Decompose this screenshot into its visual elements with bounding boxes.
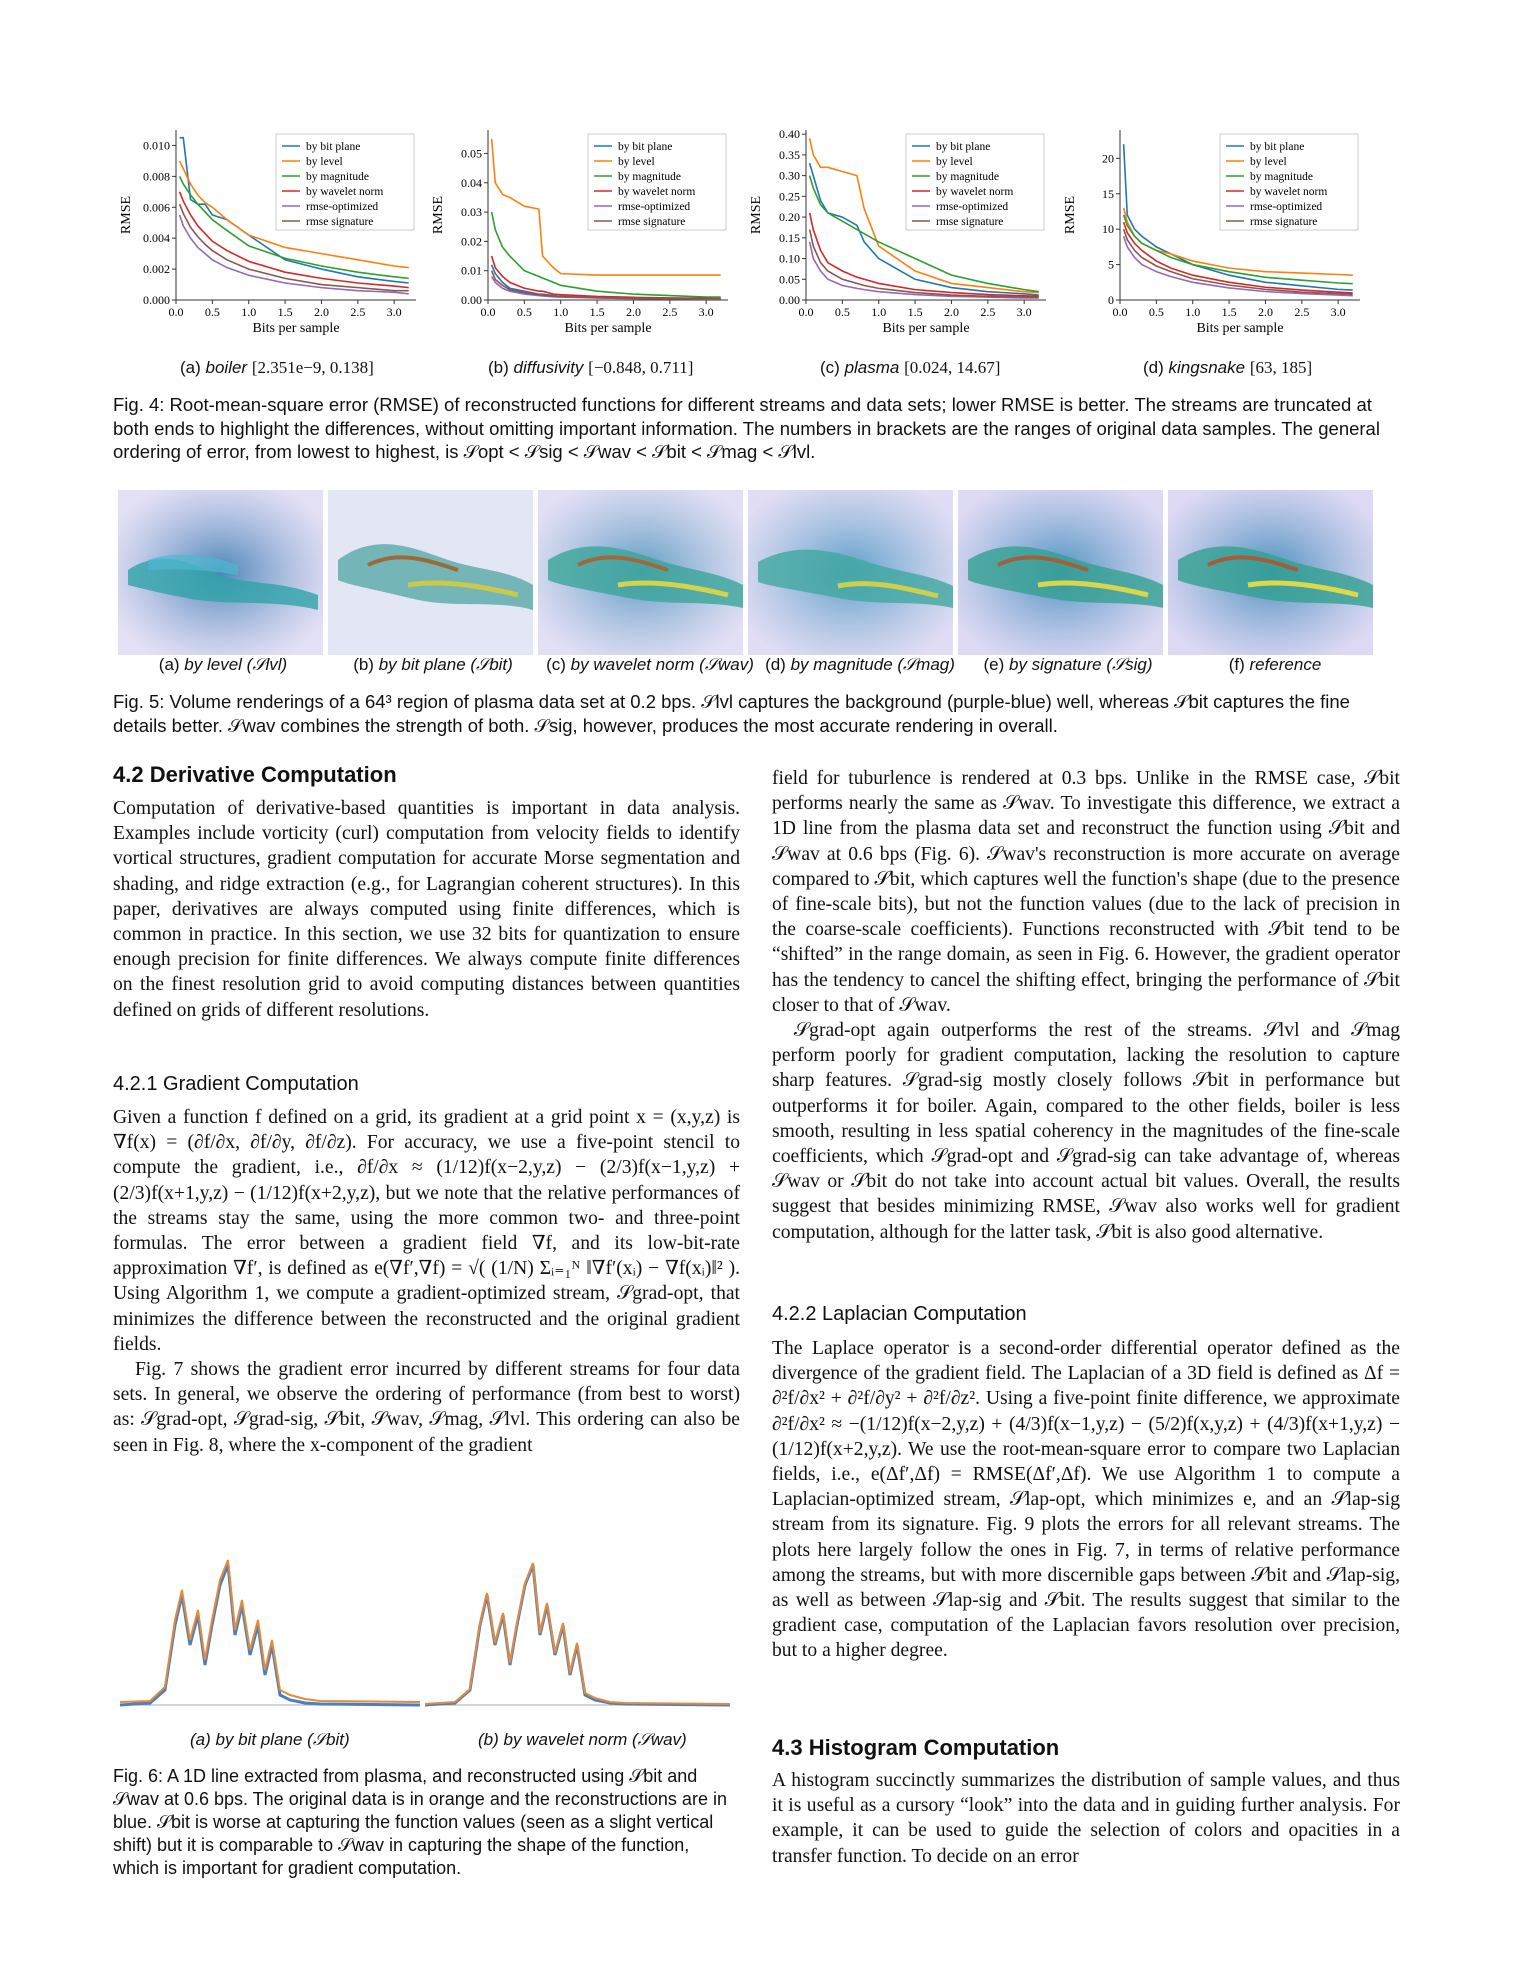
y-tick-label: 0.03 [461, 205, 482, 220]
legend-label: rmse-optimized [936, 201, 1009, 213]
y-tick-label: 0.15 [779, 230, 800, 245]
series-line-by-wavelet-norm [1124, 222, 1353, 293]
legend-label: by magnitude [1250, 171, 1313, 183]
y-tick-label: 0.30 [779, 168, 800, 183]
paragraph: Given a function f defined on a grid, its gradient at a grid point x = (x,y,z) is ∇f(x) = (∂f/∂x, ∂f/∂y, ∂f/∂z). For accuracy, we use a five-point stencil to compute the gradient, i.e., ∂f/∂x ≈ (1/12)f(x−2,y,z) − (2/3)f(x−1,y,z) + (2/3)f(x+1,y,z) − (1/12)f(x+2,y,z), but we note that the relative performances of the streams stay the same, using the more common two- and three-point formulas. The error between a gradient field ∇f, and its low-bit-rate approximation ∇f′, is defined as e(∇f′,∇f) = √( (1/N) Σᵢ₌₁ᴺ ‖∇f′(xᵢ) − ∇f(xᵢ)‖² ). Using Algorithm 1, we compute a gradient-optimized stream, 𝒮grad-opt, that minimizes the difference between the reconstructed and the original gradient fields. [113, 1107, 740, 1355]
paragraph: 𝒮grad-opt again outperforms the rest of the streams. 𝒮lvl and 𝒮mag perform poorly for gradient computation, lacking the resolution to capture sharp features. 𝒮grad-sig mostly closely follows 𝒮bit in performance but outperforms it for boiler. Again, compared to the other fields, boiler is less smooth, resulting in less spatial coherency in the magnitudes of the fine-scale coefficients, which 𝒮grad-opt and 𝒮grad-sig can take advantage of, whereas 𝒮wav or 𝒮bit do not take into account actual bit values. Overall, the results suggest that besides minimizing RMSE, 𝒮wav also works well for gradient computation, although for the latter task, 𝒮bit is also good alternative. [772, 1020, 1400, 1243]
y-tick-label: 0.002 [143, 262, 170, 277]
fig4-sublabel-d: (d) kingsnake [63, 185] [1143, 358, 1313, 377]
legend-label: by magnitude [936, 171, 999, 183]
legend-label: by bit plane [936, 141, 991, 153]
rmse-chart-diffusivity [430, 125, 750, 385]
fig4-caption: Fig. 4: Root-mean-square error (RMSE) of reconstructed functions for different streams and data sets; lower RMSE is better. The streams are truncated at both ends to highlight the differences, without omitting important information. The numbers in brackets are the ranges of original data samples. The general ordering of error, from lowest to highest, is 𝒮opt < 𝒮sig < 𝒮wav < 𝒮bit < 𝒮mag < 𝒮lvl. [113, 394, 1380, 462]
x-tick-label: 0.0 [1112, 305, 1128, 319]
render-by-wavelet-norm [538, 490, 743, 655]
legend-label: by wavelet norm [306, 186, 384, 198]
volume-rendering-strip [118, 490, 1383, 655]
fig5-sublabel-f: (f) reference [1228, 655, 1322, 674]
x-tick-label: 1.5 [907, 305, 923, 319]
paragraph: field for tuburlence is rendered at 0.3 bps. Unlike in the RMSE case, 𝒮bit performs nearly the same as 𝒮wav. To investigate this difference, we extract a 1D line from the plasma data set and reconstruct the function using 𝒮bit and 𝒮wav at 0.6 bps (Fig. 6). 𝒮wav's reconstruction is more accurate on average compared to 𝒮bit, which captures well the function's shape (due to the presence of fine-scale bits), but not the function values (due to the lack of precision in the coarse-scale coefficients). Functions reconstructed with 𝒮bit tend to be “shifted” in the range domain, as seen in Fig. 6. However, the gradient operator has the tendency to cancel the shifting effect, bringing the performance of 𝒮bit closer to that of 𝒮wav. [772, 768, 1400, 1016]
rmse-chart-kingsnake [1062, 125, 1382, 385]
y-tick-label: 10 [1102, 222, 1114, 237]
x-tick-label: 1.5 [277, 305, 293, 319]
paragraph: The Laplace operator is a second-order differential operator defined as the divergence of the gradient field. The Laplacian of a 3D field is defined as Δf = ∂²f/∂x² + ∂²f/∂y² + ∂²f/∂z². Using a five-point finite difference, we approximate ∂²f/∂x² ≈ −(1/12)f(x−2,y,z) + (4/3)f(x−1,y,z) − (5/2)f(x,y,z) + (4/3)f(x+1,y,z) − (1/12)f(x+2,y,z). We use the root-mean-square error to compare two Laplacian fields, i.e., e(Δf′,Δf) = RMSE(Δf′,Δf). We use Algorithm 1 to compute a Laplacian-optimized stream, 𝒮lap-opt, which minimizes e, and an 𝒮lap-sig stream from its signature. Fig. 9 plots the errors for all relevant streams. The plots here largely follow the ones in Fig. 7, in terms of relative performance among the streams, but with more discernible gaps between 𝒮bit and 𝒮lap-sig, as well as between 𝒮lap-sig and 𝒮bit. The results suggest that similar to the gradient case, computation of the Laplacian favors resolution over precision, but to a higher degree. [772, 1338, 1400, 1662]
x-tick-label: 0.5 [1148, 305, 1164, 319]
section-heading-4-2: 4.2 Derivative Computation [113, 762, 397, 787]
legend-label: by bit plane [618, 141, 673, 153]
y-tick-label: 0.000 [143, 293, 170, 307]
rmse-chart-boiler [118, 125, 438, 385]
fig4-sublabel-a: (a) boiler [2.351e−9, 0.138] [180, 358, 374, 377]
section-4-3-body [772, 1768, 1400, 1869]
x-tick-label: 0.0 [168, 305, 184, 319]
x-tick-label: 1.0 [241, 305, 257, 319]
y-tick-label: 20 [1102, 151, 1114, 166]
x-tick-label: 2.5 [662, 305, 678, 319]
legend-label: rmse signature [618, 216, 686, 228]
legend-label: rmse-optimized [618, 201, 691, 213]
y-tick-label: 0.01 [461, 263, 482, 278]
y-tick-label: 0.10 [779, 251, 800, 266]
x-tick-label: 2.0 [1257, 305, 1273, 319]
paragraph: Computation of derivative-based quantities is important in data analysis. Examples include vorticity (curl) computation from velocity fields to identify vortical structures, gradient computation for accurate Morse segmentation and shading, and ridge extraction (e.g., for Lagrangian coherent structures). In this paper, derivatives are always computed using finite differences, which is common in practice. In this section, we use 32 bits for quantization to ensure enough precision for finite differences. We always compute finite differences on the finest resolution grid to avoid computing distances between quantities defined on grids of different resolutions. [113, 798, 740, 1021]
fig4-sublabel-b: (b) diffusivity [−0.848, 0.711] [488, 358, 694, 377]
fig5-sublabel-b: (b) by bit plane (𝒮bit) [353, 655, 513, 674]
legend-label: rmse signature [1250, 216, 1318, 228]
legend-label: by magnitude [306, 171, 369, 183]
fig5-sublabel-d: (d) by magnitude (𝒮mag) [765, 655, 955, 674]
line-plot-wavelet-norm [425, 1505, 730, 1720]
render-by-bit-plane [328, 490, 533, 655]
legend-label: rmse signature [306, 216, 374, 228]
x-axis-label: Bits per sample [252, 321, 340, 335]
y-axis-label: RMSE [119, 195, 134, 235]
legend-label: by level [306, 156, 343, 168]
y-tick-label: 0.00 [779, 293, 800, 307]
y-tick-label: 15 [1102, 186, 1114, 201]
y-tick-label: 0.05 [461, 146, 482, 161]
render-reference [1168, 490, 1373, 655]
x-tick-label: 3.0 [1330, 305, 1346, 319]
render-by-signature [958, 490, 1163, 655]
fig4-sublabel-c: (c) plasma [0.024, 14.67] [820, 358, 1001, 377]
y-axis-label: RMSE [1063, 195, 1078, 235]
section-4-2-2-body [772, 1336, 1400, 1664]
y-tick-label: 0.010 [143, 138, 170, 153]
line-plot-bit-plane [120, 1505, 420, 1720]
section-4-2-1-body [113, 1105, 740, 1458]
x-tick-label: 2.5 [1294, 305, 1310, 319]
legend-label: by bit plane [1250, 141, 1305, 153]
x-tick-label: 3.0 [698, 305, 714, 319]
paragraph: Fig. 7 shows the gradient error incurred by different streams for four data sets. In general, we observe the ordering of performance (from best to worst) as: 𝒮grad-opt, 𝒮grad-sig, 𝒮bit, 𝒮wav, 𝒮mag, 𝒮lvl. This ordering can also be seen in Fig. 8, where the x-component of the gradient [113, 1359, 740, 1456]
x-tick-label: 1.0 [871, 305, 887, 319]
x-axis-label: Bits per sample [1196, 321, 1284, 335]
x-tick-label: 1.5 [589, 305, 605, 319]
x-tick-label: 1.0 [1185, 305, 1201, 319]
y-tick-label: 5 [1108, 257, 1114, 272]
x-tick-label: 0.5 [204, 305, 220, 319]
x-tick-label: 2.0 [943, 305, 959, 319]
legend-label: by level [1250, 156, 1287, 168]
x-axis-label: Bits per sample [882, 321, 970, 335]
rmse-chart-plasma [748, 125, 1068, 385]
x-tick-label: 0.0 [798, 305, 814, 319]
render-by-magnitude [748, 490, 953, 655]
legend-label: rmse-optimized [1250, 201, 1323, 213]
y-tick-label: 0.20 [779, 210, 800, 225]
y-tick-label: 0.35 [779, 147, 800, 162]
y-tick-label: 0.40 [779, 127, 800, 142]
legend-label: by wavelet norm [936, 186, 1014, 198]
x-tick-label: 0.0 [480, 305, 496, 319]
x-tick-label: 2.0 [313, 305, 329, 319]
legend-label: by level [936, 156, 973, 168]
fig5-sublabel-a: (a) by level (𝒮lvl) [158, 655, 288, 674]
render-by-level [118, 490, 323, 655]
y-tick-label: 0.04 [461, 175, 482, 190]
x-tick-label: 3.0 [386, 305, 402, 319]
fig5-sublabel-c: (c) by wavelet norm (𝒮wav) [546, 655, 754, 674]
y-axis-label: RMSE [431, 195, 446, 235]
y-tick-label: 0.00 [461, 293, 482, 307]
x-tick-label: 2.5 [350, 305, 366, 319]
x-tick-label: 2.5 [980, 305, 996, 319]
x-tick-label: 0.5 [834, 305, 850, 319]
x-tick-label: 3.0 [1016, 305, 1032, 319]
y-tick-label: 0.02 [461, 234, 482, 249]
fig6-sublabel-b: (b) by wavelet norm (𝒮wav) [478, 1730, 687, 1749]
legend-label: by wavelet norm [1250, 186, 1328, 198]
y-tick-label: 0 [1108, 293, 1114, 307]
fig5-caption: Fig. 5: Volume renderings of a 64³ region of plasma data set at 0.2 bps. 𝒮lvl captures the background (purple-blue) well, whereas 𝒮bit captures the fine details better. 𝒮wav combines the strength of both. 𝒮sig, however, produces the most accurate rendering in overall. [113, 691, 1350, 736]
legend-label: by bit plane [306, 141, 361, 153]
section-4-2-body [113, 796, 740, 1023]
subsection-heading-4-2-1: 4.2.1 Gradient Computation [113, 1073, 359, 1095]
legend-label: rmse-optimized [306, 201, 379, 213]
y-axis-label: RMSE [749, 195, 764, 235]
y-tick-label: 0.004 [143, 231, 170, 246]
section-heading-4-3: 4.3 Histogram Computation [772, 1735, 1060, 1760]
y-tick-label: 0.05 [779, 272, 800, 287]
fig6-sublabel-a: (a) by bit plane (𝒮bit) [190, 1730, 350, 1749]
legend-label: rmse signature [936, 216, 1004, 228]
y-tick-label: 0.006 [143, 200, 170, 215]
y-tick-label: 0.008 [143, 169, 170, 184]
legend-label: by magnitude [618, 171, 681, 183]
x-tick-label: 1.5 [1221, 305, 1237, 319]
legend-label: by wavelet norm [618, 186, 696, 198]
right-column-body [772, 766, 1400, 1245]
subsection-heading-4-2-2: 4.2.2 Laplacian Computation [772, 1303, 1027, 1325]
y-tick-label: 0.25 [779, 189, 800, 204]
x-axis-label: Bits per sample [564, 321, 652, 335]
legend-label: by level [618, 156, 655, 168]
x-tick-label: 0.5 [516, 305, 532, 319]
fig5-sublabel-e: (e) by signature (𝒮sig) [983, 655, 1153, 674]
x-tick-label: 2.0 [625, 305, 641, 319]
fig6-caption: Fig. 6: A 1D line extracted from plasma, and reconstructed using 𝒮bit and 𝒮wav at 0.6 bps. The original data is in orange and the reconstructions are in blue. 𝒮bit is worse at capturing the function values (seen as a slight vertical shift) but it is comparable to 𝒮wav in capturing the shape of the function, which is important for gradient computation. [113, 1766, 727, 1878]
x-tick-label: 1.0 [553, 305, 569, 319]
paragraph: A histogram succinctly summarizes the distribution of sample values, and thus it is useful as a cursory “look” into the data and in guiding further analysis. For example, it can be used to guide the selection of colors and opacities in a transfer function. To decide on an error [772, 1770, 1400, 1867]
